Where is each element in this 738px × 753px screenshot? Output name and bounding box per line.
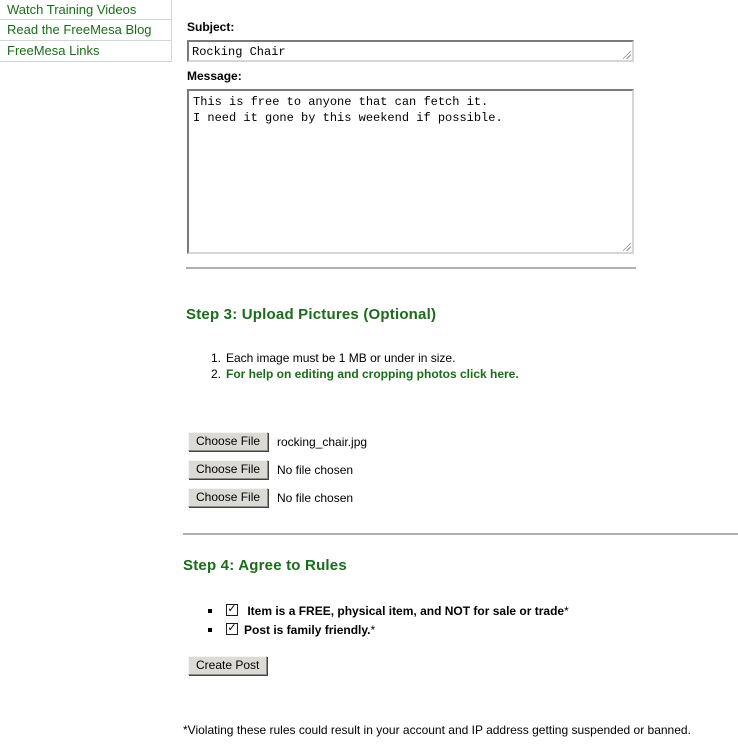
sidebar-link-blog[interactable]: Read the FreeMesa Blog <box>0 20 172 41</box>
step3-heading: Step 3: Upload Pictures (Optional) <box>186 306 437 323</box>
list-number: 1. <box>210 351 221 365</box>
divider <box>186 267 636 269</box>
sidebar-nav <box>0 0 172 62</box>
resize-grip-icon <box>623 243 631 251</box>
subject-label: Subject: <box>187 20 235 34</box>
bullet-icon <box>208 628 212 632</box>
photo-help-link[interactable]: For help on editing and cropping photos click here. <box>226 367 519 381</box>
subject-resize-grip[interactable] <box>624 52 632 60</box>
choose-file-button-1[interactable]: Choose File <box>188 432 268 451</box>
resize-grip-icon <box>623 51 631 59</box>
rule-asterisk: * <box>564 604 569 618</box>
rule-family-friendly-checkbox[interactable]: ✓ <box>227 621 237 634</box>
rule-item <box>208 622 375 638</box>
divider <box>183 533 738 535</box>
bullet-icon <box>208 609 212 613</box>
choose-file-button-3[interactable]: Choose File <box>188 488 268 507</box>
step4-heading: Step 4: Agree to Rules <box>183 557 347 574</box>
message-textarea[interactable]: This is free to anyone that can fetch it. I need it gone by this weekend if possible. <box>187 89 634 254</box>
rule-text: Post is family friendly. <box>244 623 371 637</box>
list-number: 2. <box>210 367 221 381</box>
rule-text: Item is a FREE, physical item, and NOT for sale or trade <box>247 604 565 618</box>
rule-item <box>208 603 569 619</box>
rule-asterisk: * <box>370 623 376 637</box>
message-resize-grip[interactable] <box>624 244 632 252</box>
file-name-3: No file chosen <box>277 491 354 505</box>
sidebar-link-freemesa-links[interactable]: FreeMesa Links <box>0 41 172 62</box>
list-item <box>201 350 455 366</box>
file-name-1: rocking_chair.jpg <box>277 435 368 449</box>
subject-input[interactable]: Rocking Chair <box>187 40 634 62</box>
list-item <box>201 366 519 382</box>
message-label: Message: <box>187 69 242 83</box>
rule-free-item-checkbox[interactable]: ✓ <box>227 602 237 615</box>
choose-file-button-2[interactable]: Choose File <box>188 460 268 479</box>
file-name-2: No file chosen <box>277 463 354 477</box>
rules-footnote: *Violating these rules could result in your account and IP address getting suspended or banned. <box>183 723 691 737</box>
create-post-button[interactable]: Create Post <box>188 656 267 675</box>
sidebar-link-training-videos[interactable]: Watch Training Videos <box>0 0 172 20</box>
list-text: Each image must be 1 MB or under in size. <box>226 351 456 365</box>
